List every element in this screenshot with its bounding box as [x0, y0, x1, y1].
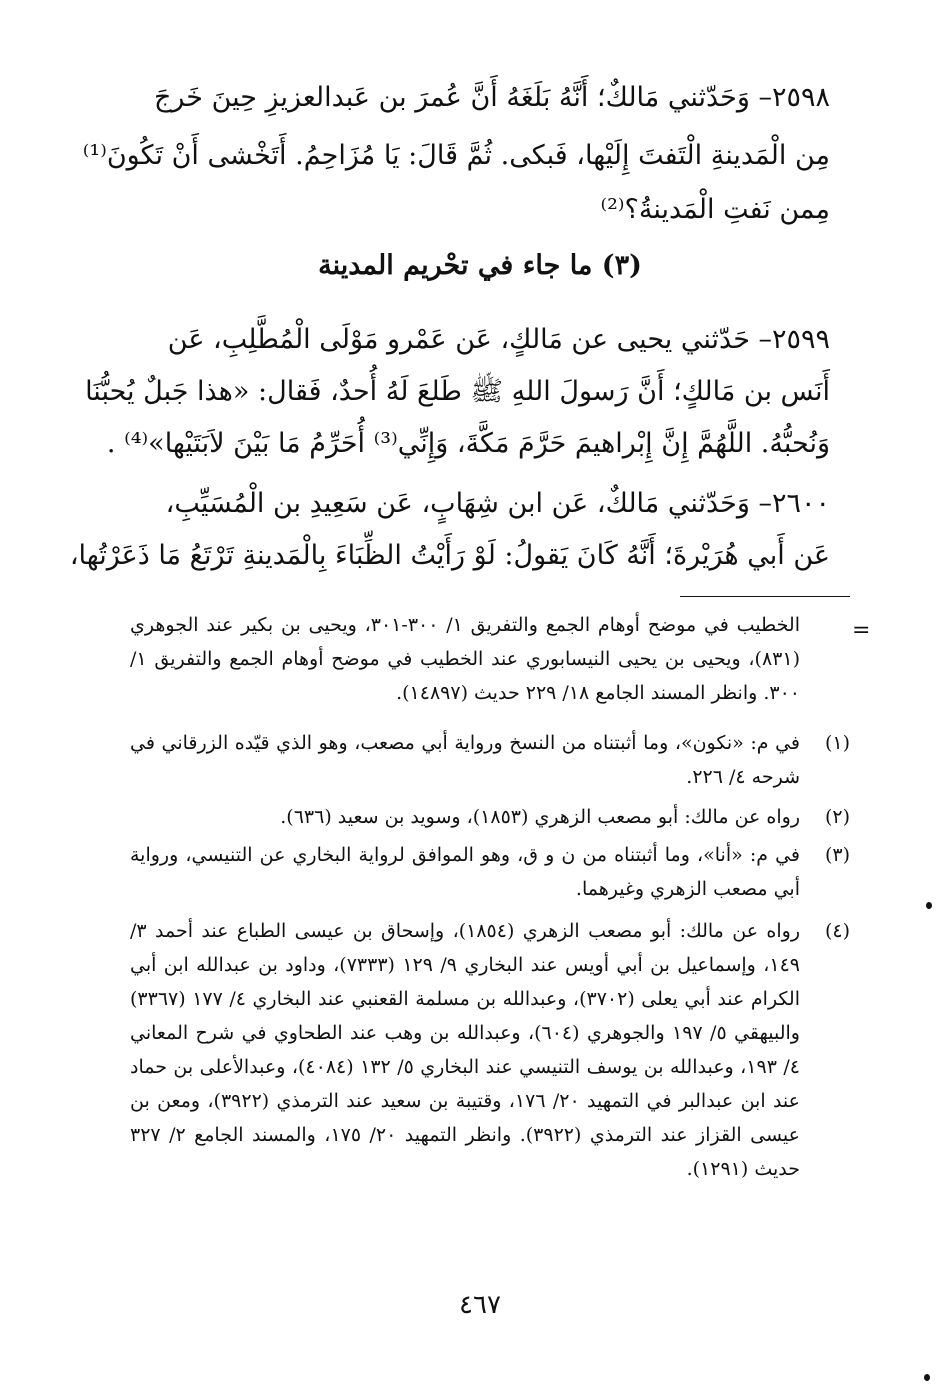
footnote-marker: (٢) — [824, 806, 850, 828]
text-line: أَنَس بن مَالكٍ؛ أَنَّ رَسولَ اللهِ ﷺ طَلعَ لَهُ أُحدٌ، فَقال: «هذا جَبلٌ يُحبُّنَا — [85, 376, 830, 407]
text-line: ٢٥٩٩– حَدّثني يحيى عن مَالكٍ، عَن عَمْرو مَوْلَى الْمُطَّلِبِ، عَن — [167, 324, 830, 355]
text-line: مِمن نَفتِ الْمَدينةُ؟⁽²⁾ — [600, 194, 830, 225]
footnote-text: الخطيب في موضح أوهام الجمع والتفريق ١/ ٣٠٠-٣٠١، ويحيى بن بكير عند الجوهري (٨٣١)، ويحيى بن يحيى النيسابوري عند الخطيب في موضح أوهام الجمع والتفريق ١/ ٣٠٠. وانظر المسند الجامع ١٨/ ٢٢٩ حديث (١٤٨٩٧). — [130, 614, 800, 704]
text-line: وَنُحبُّهُ. اللَّهُمَّ إِنَّ إِبْراهيمَ حَرَّمَ مَكَّةَ، وَإِنِّي⁽³⁾ أُحَرِّمُ مَا بَيْنَ لاَبَتَيْها»⁽⁴⁾ . — [106, 428, 830, 459]
footnote-marker: (١) — [824, 732, 850, 754]
text-line: مِن الْمَدينةِ الْتَفتَ إِلَيْها، فَبكى. ثُمَّ قَالَ: يَا مُزَاحِمُ. أَتَخْشى أَنْ تَكُونَ⁽¹⁾ — [82, 140, 830, 171]
footnote-marker: (٣) — [824, 844, 850, 866]
section-heading: (٣) ما جاء في تحْريم المدينة — [318, 250, 642, 281]
footnote-continued — [130, 608, 850, 710]
text-line: ٢٥٩٨– وَحَدّثني مَالكٌ؛ أَنَّهُ بَلَغَهُ أَنَّ عُمرَ بن عَبدالعزيزِ حِينَ خَرجَ — [153, 82, 830, 113]
footnote-4 — [130, 914, 850, 1186]
scan-speck — [926, 902, 932, 909]
footnote-text: في م: «أنا»، وما أثبتناه من ن و ق، وهو الموافق لرواية البخاري عن التنيسي، ورواية أبي مصعب الزهري وغيرهما. — [130, 844, 800, 900]
footnote-3 — [130, 838, 850, 906]
footnote-text: رواه عن مالك: أبو مصعب الزهري (١٨٥٣)، وسويد بن سعيد (٦٣٦). — [280, 806, 800, 828]
page-number: ٤٦٧ — [459, 1290, 501, 1320]
footnote-separator — [680, 596, 850, 597]
continuation-mark: = — [852, 618, 871, 643]
text-line: ٢٦٠٠– وَحَدّثني مَالكٌ، عَن ابن شِهَابٍ، عَن سَعِيدِ بن الْمُسَيِّبِ، — [165, 488, 830, 519]
text-line: عَن أَبي هُرَيْرةَ؛ أَنَّهُ كَانَ يَقولُ: لَوْ رَأَيْتُ الظِّبَاءَ بِالْمَدينةِ تَرْتَعُ مَا ذَعَرْتُها، — [69, 540, 830, 571]
footnote-text: رواه عن مالك: أبو مصعب الزهري (١٨٥٤)، وإسحاق بن عيسى الطباع عند أحمد ٣/ ١٤٩، وإسماعيل بن أبي أويس عند البخاري ٩/ ١٢٩ (٧٣٣٣)، وداود بن عبدالله ابن أبي الكرام عند أبي يعلى (٣٧٠٢)، وعبدالله بن مسلمة القعنبي عند البخاري ٤/ ١٧٧ (٣٣٦٧) والبيهقي ٥/ ١٩٧ والجوهري (٦٠٤)، وعبدالله بن وهب عند الطحاوي في شرح المعاني ٤/ ١٩٣، وعبدالله بن يوسف التنيسي عند البخاري ٥/ ١٣٢ (٤٠٨٤)، وعبدالأعلى بن حماد عند ابن عبدالبر في التمهيد ٢٠/ ١٧٦، وقتيبة بن سعيد عند الترمذي (٣٩٢٢)، ومعن بن عيسى القزاز عند الترمذي (٣٩٢٢). وانظر التمهيد ٢٠/ ١٧٥، والمسند الجامع ٢/ ٣٢٧ حديث (١٢٩١). — [130, 920, 800, 1180]
footnote-2 — [130, 800, 850, 834]
scan-speck — [924, 1374, 930, 1381]
footnote-marker: (٤) — [824, 920, 850, 942]
footnote-text: في م: «نكون»، وما أثبتناه من النسخ ورواية أبي مصعب، وهو الذي قيّده الزرقاني في شرحه ٤/ ٢٢٦. — [130, 732, 800, 788]
footnote-1 — [130, 726, 850, 794]
